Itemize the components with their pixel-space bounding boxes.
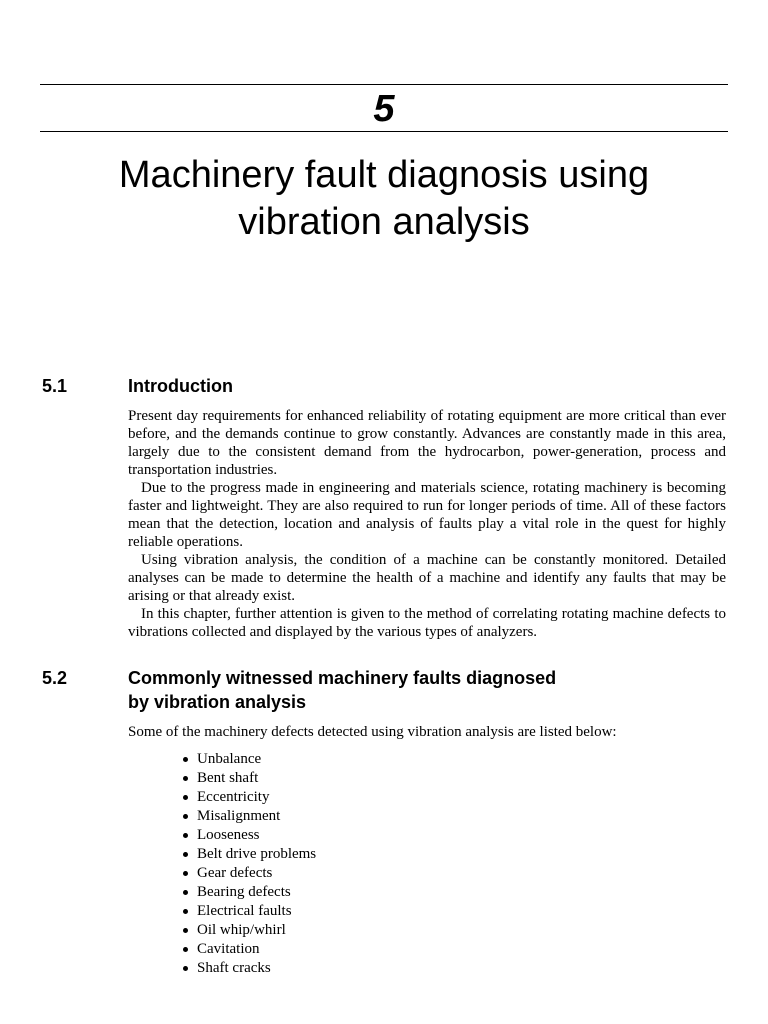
list-item: Misalignment: [180, 807, 316, 826]
list-item: Unbalance: [180, 750, 316, 769]
fault-list: [180, 750, 316, 978]
section-body: [128, 407, 726, 641]
chapter-title: [40, 152, 728, 246]
list-item: Bearing defects: [180, 883, 316, 902]
list-item: Eccentricity: [180, 788, 316, 807]
list-item: Gear defects: [180, 864, 316, 883]
list-item: Shaft cracks: [180, 959, 316, 978]
chapter-title-line: Machinery fault diagnosis using: [118, 154, 650, 196]
chapter-top-rule: [40, 84, 728, 85]
paragraph: Due to the progress made in engineering and materials science, rotating machinery is becoming faster and lightweight. They are also required to run for longer periods of time. All of these factors mean that the detection, location and analysis of faults play a vital role in the quest for highly reliable operations.: [128, 480, 726, 550]
chapter-number: 5: [373, 88, 395, 130]
section-number: 5.2: [42, 668, 68, 688]
list-item: Oil whip/whirl: [180, 921, 316, 940]
list-item: Bent shaft: [180, 769, 316, 788]
list-item: Electrical faults: [180, 902, 316, 921]
chapter-title-line: vibration analysis: [238, 201, 530, 243]
paragraph: In this chapter, further attention is given to the method of correlating rotating machine defects to vibrations collected and displayed by the various types of analyzers.: [128, 606, 726, 640]
section-heading: Introduction: [128, 376, 233, 396]
paragraph: Using vibration analysis, the condition of a machine can be constantly monitored. Detailed analyses can be made to determine the health of a machine and identify any faults that may be arising or that already exist.: [128, 552, 726, 604]
list-item: Looseness: [180, 826, 316, 845]
section-heading: [128, 666, 688, 714]
section-number: 5.1: [42, 376, 68, 396]
section-heading-line: Commonly witnessed machinery faults diagnosed: [128, 668, 557, 688]
paragraph: Present day requirements for enhanced reliability of rotating equipment are more critical than ever before, and the demands continue to grow constantly. Advances are constantly made in this area, largely due to the consistent demand from the hydrocarbon, power-generation, process and transportation industries.: [128, 408, 726, 478]
list-intro: Some of the machinery defects detected using vibration analysis are listed below:: [128, 724, 617, 740]
chapter-bottom-rule: [40, 131, 728, 132]
section-heading-line: by vibration analysis: [128, 692, 307, 712]
list-item: Belt drive problems: [180, 845, 316, 864]
list-item: Cavitation: [180, 940, 316, 959]
